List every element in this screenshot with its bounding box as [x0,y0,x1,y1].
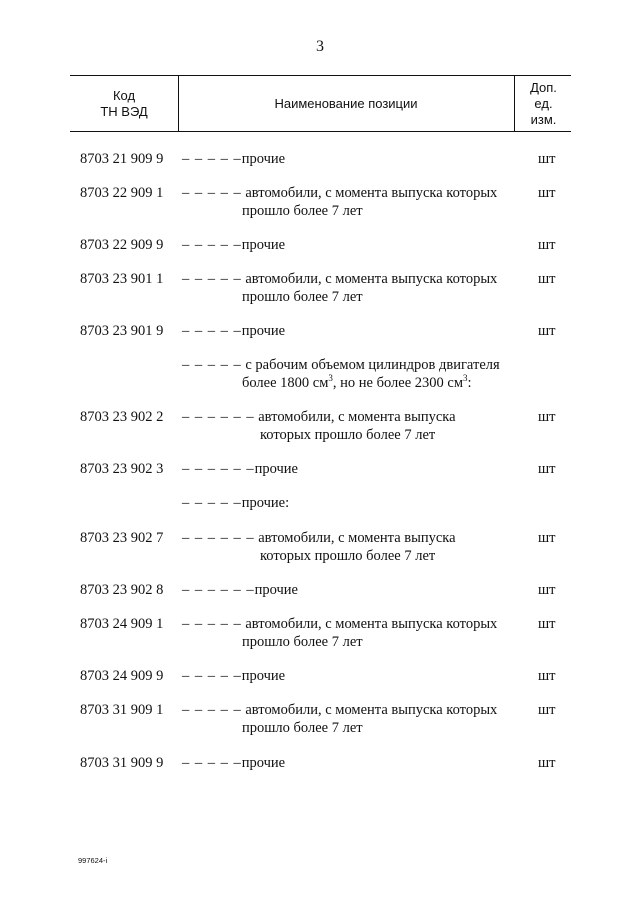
header-unit: Доп. ед. изм. [514,76,572,131]
row-description [182,184,498,220]
row-unit: шт [538,616,556,632]
row-unit: шт [538,582,556,598]
row-code: 8703 23 902 2 [80,409,164,425]
row-description [182,236,472,254]
row-text: с рабочим объемом цилиндров двигателя [245,357,500,373]
header-code: Код ТН ВЭД [70,76,179,131]
row-description [182,615,498,651]
table-header [70,75,571,132]
row-dashes: – – – – – [182,151,242,167]
row-description [182,408,472,444]
row-dashes: – – – – – – [182,530,255,546]
row-text-continued: более 1800 $см^3$, но не более 2300 $см^3$: [242,373,472,391]
row-dashes: – – – – – – [182,409,255,425]
row-dashes: – – – – – [182,237,242,253]
row-dashes: – – – – – [182,616,242,632]
row-description [182,667,472,685]
document-code: 997624-i [78,856,108,865]
page-number: 3 [316,38,324,55]
row-description [182,529,472,565]
row-text: прочие [254,461,298,477]
row-code: 8703 23 901 1 [80,271,164,287]
row-text: автомобили, с момента выпуска которых [245,616,498,632]
row-text-continued: прошло более 7 лет [242,720,363,736]
row-description [182,754,472,772]
row-code: 8703 31 909 1 [80,702,164,718]
row-unit: шт [538,409,556,425]
row-description [182,494,472,512]
row-unit: шт [538,530,556,546]
row-dashes: – – – – – [182,702,242,718]
row-text: прочие [241,237,286,253]
row-description [182,581,472,599]
row-unit: шт [538,668,556,684]
row-dashes: – – – – – [182,271,242,287]
row-text: прочие [241,755,286,771]
row-unit: шт [538,151,556,167]
row-dashes: – – – – – [182,323,242,339]
row-code: 8703 22 909 1 [80,185,164,201]
row-text: автомобили, с момента выпуска [258,409,456,425]
row-text: прочие [254,582,298,598]
row-unit: шт [538,237,556,253]
row-description [182,701,498,737]
row-text-continued: прошло более 7 лет [242,634,363,650]
row-dashes: – – – – – [182,755,242,771]
row-code: 8703 24 909 9 [80,668,164,684]
row-unit: шт [538,702,556,718]
row-code: 8703 23 902 7 [80,530,164,546]
row-code: 8703 23 902 3 [80,461,164,477]
row-description [182,322,472,340]
row-text-continued: прошло более 7 лет [242,289,363,305]
row-unit: шт [538,271,556,287]
row-code: 8703 21 909 9 [80,151,164,167]
row-text-continued: которых прошло более 7 лет [260,427,436,443]
row-text: автомобили, с момента выпуска которых [245,702,498,718]
row-description [182,150,472,168]
row-text: прочие [241,151,286,167]
row-code: 8703 23 902 8 [80,582,164,598]
row-dashes: – – – – – – [182,461,255,477]
row-text: прочие [241,668,286,684]
row-unit: шт [538,755,556,771]
header-name: Наименование позиции [274,95,418,111]
row-text-continued: которых прошло более 7 лет [260,548,436,564]
row-dashes: – – – – – [182,357,242,373]
row-text: автомобили, с момента выпуска [258,530,456,546]
row-text-continued: прошло более 7 лет [242,203,363,219]
row-code: 8703 23 901 9 [80,323,164,339]
row-unit: шт [538,185,556,201]
row-code: 8703 24 909 1 [80,616,164,632]
row-description [182,460,472,478]
row-text: прочие: [241,495,290,511]
row-dashes: – – – – – [182,495,242,511]
row-description [182,270,498,306]
row-description [182,356,500,392]
row-code: 8703 22 909 9 [80,237,164,253]
row-dashes: – – – – – – [182,582,255,598]
row-code: 8703 31 909 9 [80,755,164,771]
row-dashes: – – – – – [182,668,242,684]
row-dashes: – – – – – [182,185,242,201]
row-text: автомобили, с момента выпуска которых [245,185,498,201]
row-text: прочие [241,323,286,339]
row-text: автомобили, с момента выпуска которых [245,271,498,287]
row-unit: шт [538,323,556,339]
row-unit: шт [538,461,556,477]
